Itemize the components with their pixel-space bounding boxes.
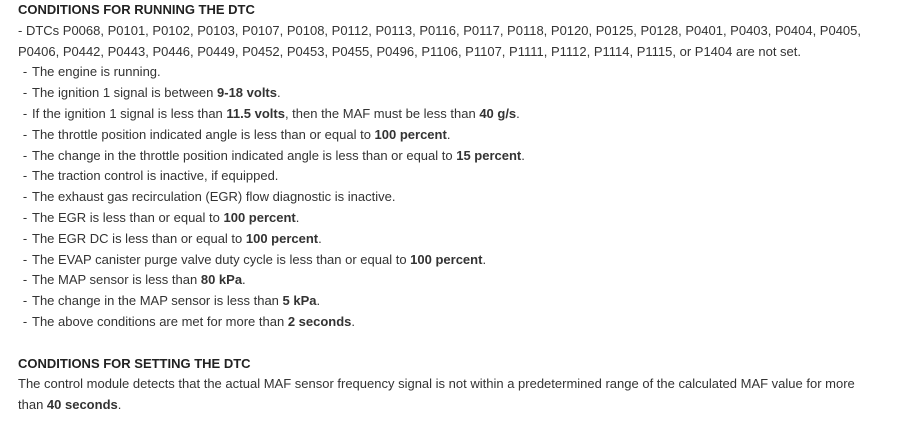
condition-text: The traction control is inactive, if equipped.: [32, 168, 279, 184]
condition-text-end: .: [351, 313, 356, 329]
running-conditions-list: [18, 62, 903, 332]
condition-item: [18, 229, 903, 250]
list-dash: -: [22, 293, 28, 309]
list-dash: -: [22, 85, 28, 101]
condition-text: The above conditions are met for more than: [32, 313, 288, 329]
condition-item: [18, 270, 903, 291]
setting-text-pre: The control module detects that the actual MAF sensor frequency signal is not within a predetermined range of the calculated MAF value for more than: [18, 376, 855, 413]
condition-text-end: .: [242, 272, 246, 288]
condition-item: [18, 250, 903, 271]
list-dash: -: [22, 105, 28, 121]
condition-value: 100 percent: [374, 126, 447, 142]
list-dash: -: [22, 313, 28, 329]
section-spacer: [18, 333, 903, 354]
condition-value: 5 kPa: [282, 293, 317, 309]
condition-text: The MAP sensor is less than: [32, 272, 201, 288]
setting-text-post: .: [117, 397, 122, 413]
condition-value: 15 percent: [456, 147, 522, 163]
condition-text: The change in the MAP sensor is less than: [32, 293, 283, 309]
list-dash: -: [22, 251, 28, 267]
list-dash: -: [22, 209, 28, 225]
condition-value: 100 percent: [410, 251, 483, 267]
condition-text: The EVAP canister purge valve duty cycle is less than or equal to: [32, 251, 411, 267]
condition-text-end: .: [295, 209, 300, 225]
condition-item: [18, 166, 903, 187]
condition-item: [18, 125, 903, 146]
condition-value: 11.5 volts: [226, 105, 285, 121]
condition-text-end: .: [318, 230, 322, 246]
condition-value: 80 kPa: [200, 272, 243, 288]
list-dash: -: [22, 126, 28, 142]
condition-text: The ignition 1 signal is between: [32, 85, 218, 101]
list-dash: -: [22, 272, 28, 288]
condition-item: [18, 187, 903, 208]
condition-text-end: .: [316, 293, 321, 309]
condition-item: [18, 104, 903, 125]
condition-item: [18, 208, 903, 229]
setting-conditions-text: [18, 374, 858, 416]
condition-text-end: .: [446, 126, 451, 142]
condition-text: The EGR is less than or equal to: [32, 209, 224, 225]
list-dash: -: [22, 189, 28, 205]
condition-text: The exhaust gas recirculation (EGR) flow diagnostic is inactive.: [32, 189, 396, 205]
condition-text-end-2: .: [516, 105, 520, 121]
condition-item: [18, 62, 903, 83]
condition-item: [18, 146, 903, 167]
dtc-list-line: - DTCs P0068, P0101, P0102, P0103, P0107, P0108, P0112, P0113, P0116, P0117, P0118, P0120, P0125, P0128, P0401, P0403, P0404, P0405, P0406, P0442, P0443, P0446, P0449, P0452, P0453, P0455, P0496, P1106, P1107, P1111, P1112, P1114, P1115, or P1404 are not set.: [18, 22, 861, 59]
condition-value: 100 percent: [245, 230, 319, 246]
condition-text-end: .: [482, 251, 487, 267]
setting-text-bold: 40 seconds: [46, 397, 118, 413]
list-dash: -: [22, 168, 28, 184]
condition-item: [18, 291, 903, 312]
condition-text: The engine is running.: [32, 64, 161, 80]
condition-text: If the ignition 1 signal is less than: [32, 105, 227, 121]
setting-conditions-heading: CONDITIONS FOR SETTING THE DTC: [18, 355, 251, 371]
condition-value-2: 40 g/s: [479, 105, 517, 121]
condition-item: [18, 83, 903, 104]
condition-value: 9-18 volts: [217, 85, 277, 101]
list-dash: -: [22, 64, 28, 80]
condition-value: 100 percent: [223, 209, 296, 225]
condition-text-end: .: [277, 85, 281, 101]
running-conditions-heading: CONDITIONS FOR RUNNING THE DTC: [18, 2, 255, 17]
condition-text: The EGR DC is less than or equal to: [32, 230, 246, 246]
list-dash: -: [22, 147, 28, 163]
condition-value: 2 seconds: [287, 313, 352, 329]
condition-item: [18, 312, 903, 333]
condition-text: The throttle position indicated angle is less than or equal to: [32, 126, 375, 142]
list-dash: -: [22, 230, 28, 246]
condition-text-end: , then the MAF must be less than: [284, 105, 480, 121]
condition-text: The change in the throttle position indicated angle is less than or equal to: [32, 147, 457, 163]
condition-text-end: .: [521, 147, 525, 163]
